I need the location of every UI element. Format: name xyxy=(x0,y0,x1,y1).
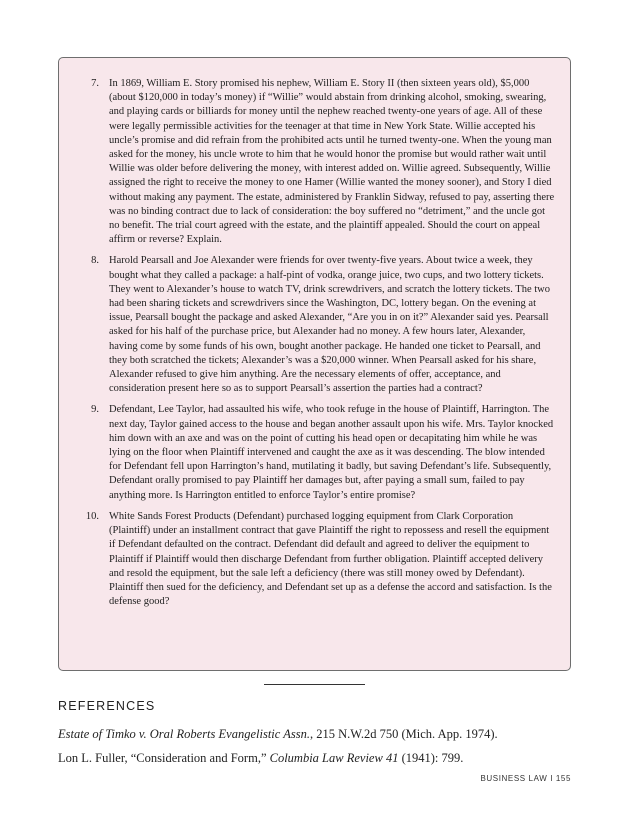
reference-item xyxy=(58,751,463,766)
exercise-text: Defendant, Lee Taylor, had assaulted his wife, who took refuge in the house of Plaintiff, Harrington. The next day, Taylor gained access to the house and began another assault upon his wife. Mrs. Taylor knocked him down with an axe and was on the point of cutting his head open or decapitating him while he was lying on the floor when Plaintiff intervened and caught the axe as it was descending. The blow intended for Defendant fell upon Harrington’s hand, mutilating it badly, but saving Defendant’s life. Subsequently, Defendant orally promised to pay Plaintiff her damages but, after paying a small sum, failed to pay anything more. Is Harrington entitled to enforce Taylor’s entire promise? xyxy=(109,404,554,501)
exercise-number: 7. xyxy=(91,78,99,89)
exercise-item xyxy=(59,254,556,396)
page-footer: BUSINESS LAW I 155 xyxy=(480,774,571,783)
references-heading: REFERENCES xyxy=(58,699,156,713)
exercise-item xyxy=(59,510,556,609)
exercise-item xyxy=(59,77,556,247)
reference-journal: Columbia Law Review 41 xyxy=(269,751,399,765)
reference-item xyxy=(58,727,498,742)
exercise-list xyxy=(59,77,556,616)
exercise-text: White Sands Forest Products (Defendant) purchased logging equipment from Clark Corporation (Plaintiff) under an installment contract that gave Plaintiff the right to repossess and resell the equipment if Defendant defaulted on the contract. Defendant did default and agreed to deliver the equipment to Plaintiff if Plaintiff would then discharge Defendant from further obligation. Plaintiff accepted delivery and resold the equipment, but the sale left a deficiency (there was still money owed by Defendant). Plaintiff then sued for the deficiency, and Defendant set up as a defense the accord and satisfaction. Is the defense good? xyxy=(109,510,552,608)
section-divider xyxy=(264,684,365,685)
exercise-number: 10. xyxy=(85,510,99,522)
reference-author-title: Lon L. Fuller, “Consideration and Form,” xyxy=(58,751,270,765)
exercise-item xyxy=(59,403,556,502)
reference-case-title: Estate of Timko v. Oral Roberts Evangelistic Assn. xyxy=(58,727,310,741)
exercise-number: 8. xyxy=(91,255,99,267)
reference-citation: (1941): 799. xyxy=(398,751,464,765)
exercise-text: In 1869, William E. Story promised his nephew, William E. Story II (then sixteen years old), $5,000 (about $120,000 in today’s money) if “Willie” would abstain from drinking alcohol, smoking, swearing, and playing cards or billiards for money until the nephew reached twenty-one years of age. All of these were legally permissible activities for the teenager at that time in New York State. Willie accepted his uncle’s promise and did refrain from the prohibited acts until he turned twenty-one. When the young man asked for the money, his uncle wrote to him that he would honor the promise but would rather wait until Willie was older before delivering the money, with interest added on. Willie agreed. Subsequently, Willie assigned the right to receive the money to one Hamer (Willie wanted the money sooner), and Story I died without making any payment. The estate, administered by Franklin Sidway, refused to pay, asserting there was no binding contract due to lack of consideration: the boy suffered no “detriment,” and the uncle got no benefit. The trial court agreed with the estate, and the plaintiff appealed. Should the court on appeal affirm or reverse? Explain. xyxy=(109,78,555,246)
exercise-text: Harold Pearsall and Joe Alexander were friends for over twenty-five years. About twice a week, they bought what they called a package: a half-pint of vodka, orange juice, two cups, and two lottery tickets. They went to Alexander’s house to watch TV, drink screwdrivers, and scratch the lottery tickets. The two had been sharing tickets and screwdrivers since the Washington, DC, lottery began. On the evening at issue, Pearsall bought the package and asked Alexander, “Are you in on it?” Alexander said yes. Pearsall asked for his half of the purchase price, but Alexander had no money. A few hours later, Alexander, having come by some funds of his own, bought another package. He handed one ticket to Pearsall, and they both scratched the tickets; Alexander’s was a $20,000 winner. When Pearsall asked for his share, Alexander refused to give him anything. Are the necessary elements of offer, acceptance, and consideration present here so as to support Pearsall’s assertion the parties had a contract? xyxy=(109,255,550,395)
exercises-box xyxy=(58,57,571,671)
reference-citation: , 215 N.W.2d 750 (Mich. App. 1974). xyxy=(309,727,498,741)
exercise-number: 9. xyxy=(91,404,99,416)
